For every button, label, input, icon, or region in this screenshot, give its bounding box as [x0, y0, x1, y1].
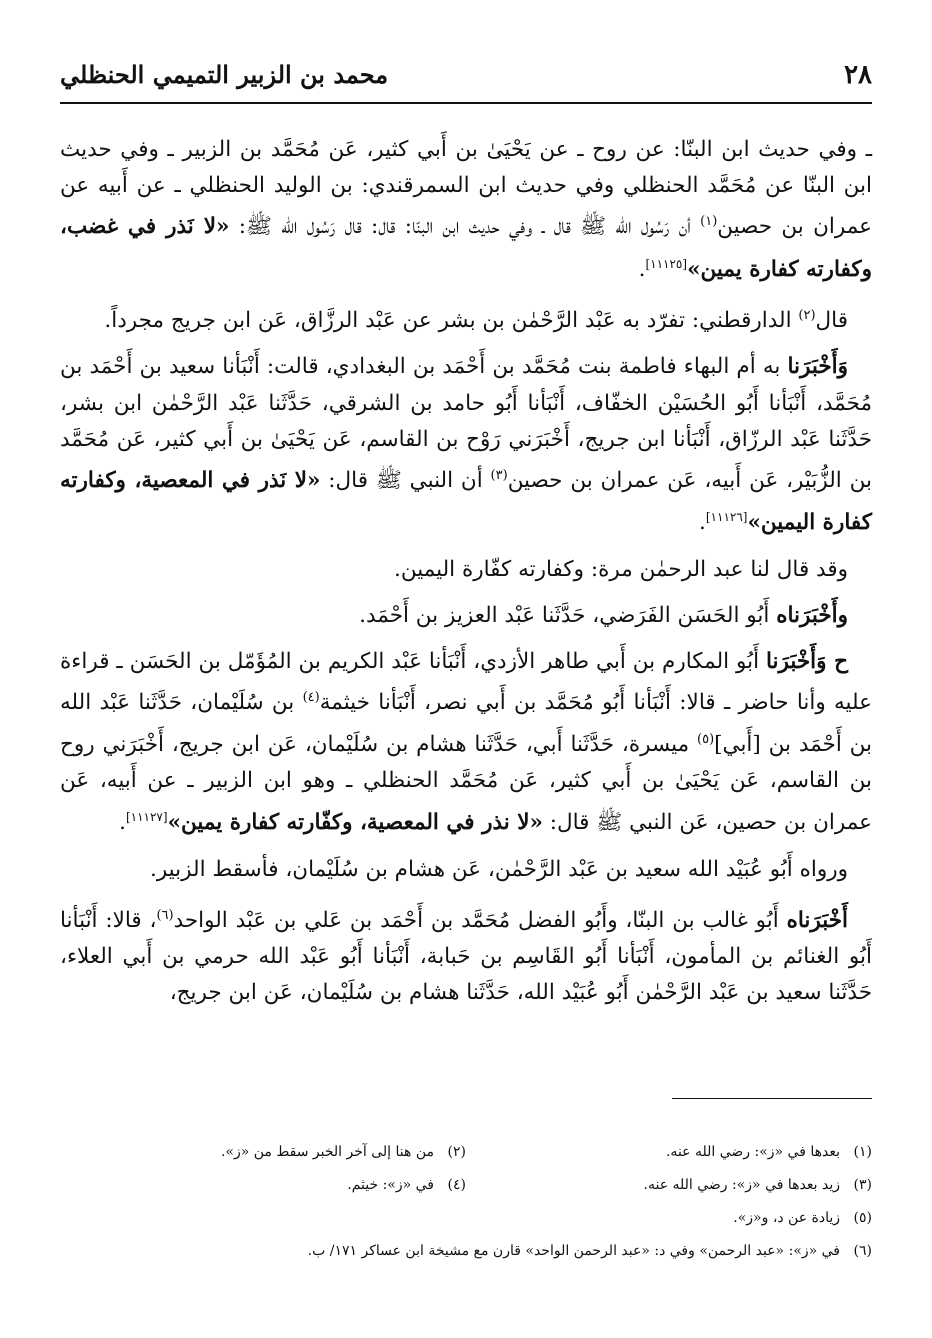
footnote-5 [60, 1202, 872, 1235]
paragraph-3-text-b: أن النبي ﷺ قال: [320, 468, 491, 494]
footnote-row [60, 1136, 872, 1169]
paragraph-1-text-a: ـ وفي حديث ابن البنّا: عن روح ـ عن يَحْيَىٰ بن أَبي كثير، عَن مُحَمَّد بن الزبير ـ وفي حديث ابن البنّا عن مُحَمَّد الحنظلي وفي حديث ابن السمرقندي: بن الوليد الحنظلي ـ عن أَبيه عن عمران بن حصين [60, 137, 872, 240]
paragraph-2-text-b: الدارقطني: تفرّد به عَبْد الرَّحْمٰن بن بشر عن عَبْد الرزَّاق، عَن ابن جريج مجرداً. [104, 308, 799, 334]
footnote-number: (٢) [447, 1144, 466, 1160]
running-title: محمد بن الزبير التميمي الحنظلي [60, 60, 389, 89]
footnote-row [60, 1169, 872, 1202]
footnote-number: (٣) [853, 1177, 872, 1193]
paragraph-1 [60, 132, 872, 288]
paragraph-6-text-a: أَبُو المكارم بن أَبي طاهر الأزدي، أَنْبَأنا عَبْد الكريم بن المُؤَمّل بن الحَسَن ـ قراءة عليه وأنا حاضر ـ قالا: أَنْبَأنا أَبُو مُحَمَّد بن أَبي نصر، أَنْبَأنا خيثمة [60, 649, 872, 716]
hadith-quote-1: «لا نَذر في غضب، وكفارته كفارة يمين» [60, 214, 872, 282]
paragraph-2 [60, 298, 872, 339]
paragraph-8-text-b: ، قالا: أَنْبَأنا أَبُو الغنائم بن المأمون، أَنْبَأنا أَبُو القَاسِم بن حَبابة، أَنْبَأنا أَبُو عَبْد الله حرمي بن أَبي العلاء، حَدَّثَنا سعيد بن عَبْد الرَّحْمٰن أَبُو عُبَيْد الله، حَدَّثَنا هشام بن سُلَيْمان، عَن ابن جريج، [60, 908, 872, 1006]
footnote-2 [60, 1136, 466, 1169]
footnote-4 [60, 1169, 466, 1202]
paragraph-3-end: . [699, 510, 706, 536]
footnote-number: (١) [853, 1144, 872, 1160]
paragraph-5 [60, 598, 872, 634]
paragraph-6 [60, 644, 872, 841]
paragraph-6-lead: ح وَأَخْبَرَنا [766, 649, 848, 675]
footnote-marker-3: (٣) [490, 468, 508, 484]
footnote-text: بعدها في «ز»: رضي الله عنه. [665, 1144, 840, 1160]
paragraph-2-text-a: قال [815, 308, 848, 334]
paragraph-3-text-a: به أم البهاء فاطمة بنت مُحَمَّد بن أَحْمَد بن البغدادي، قالت: أَنْبَأنا سعيد بن أَحْمَد بن مُحَمَّد، أَنْبَأنا أَبُو الحُسَيْن الخفّاف، أَنْبَأنا أَبُو حامد بن الشرقي، حَدَّثَنا عَبْد الرَّحْمٰن ابن بشر، حَدَّثَنا عَبْد الرزّاق، أَنْبَأنا ابن جريج، أَخْبَرَني رَوْح بن القاسم، عَن يَحْيَىٰ بن أَبي كثير، عَن مُحَمَّد بن الزُّبَيْر، عَن أَبيه، عَن عمران بن حصين [60, 354, 872, 494]
paragraph-8 [60, 898, 872, 1012]
paragraph-5-text: أَبُو الحَسَن الفَرَضي، حَدَّثَنا عَبْد العزيز بن أَحْمَد. [359, 603, 777, 629]
footnote-marker-2: (٢) [798, 308, 816, 324]
page-header [60, 52, 872, 102]
paragraph-1-text-b: أن رَسُول الله ﷺ قال ـ وفي حديث ابن البنّا: قال: قال رَسُول الله ﷺ: [229, 214, 701, 240]
page-number: ٢٨ [844, 60, 872, 90]
paragraph-5-lead: وأَخْبَرَناه [776, 603, 848, 629]
paragraph-1-end: . [638, 256, 646, 282]
paragraph-8-lead: أَخْبَرَناه [786, 908, 848, 934]
paragraph-6-text-c: ميسرة، حَدَّثَنا أَبي، حَدَّثَنا هشام بن سُلَيْمان، عَن ابن جريج، أَخْبَرَني روح بن القاسم، عَن يَحْيَىٰ بن أَبي كثير، عَن مُحَمَّد الحنظلي ـ وهو ابن الزبير ـ عن أَبيه، عَن عمران بن حصين، عَن النبي ﷺ قال: [60, 731, 872, 836]
paragraph-3-lead: وَأَخْبَرَنا [787, 354, 848, 380]
footnote-text: زيد بعدها في «ز»: رضي الله عنه. [643, 1177, 840, 1193]
paragraph-7: ورواه أَبُو عُبَيْد الله سعيد بن عَبْد الرَّحْمٰن، عَن هشام بن سُلَيْمان، فأسقط الزبير. [149, 856, 848, 882]
footnote-3 [466, 1169, 872, 1202]
footnote-number: (٤) [447, 1177, 466, 1193]
footnote-text: من هنا إلى آخر الخبر سقط من «ز». [220, 1144, 434, 1160]
paragraph-6-text-b: بن سُلَيْمان، حَدَّثَنا عَبْد الله بن أَحْمَد بن [أَبي] [60, 690, 872, 757]
footnote-marker-1: (١) [700, 214, 718, 230]
paragraph-6-end: . [119, 810, 126, 836]
footnote-marker-5: (٥) [697, 731, 715, 747]
footnote-text: زيادة عن د، و«ز». [733, 1210, 840, 1226]
header-rule [60, 102, 872, 104]
footnote-text: في «ز»: «عبد الرحمن» وفي د: «عبد الرحمن الواحد» قارن مع مشيخة ابن عساكر ١٧١/ ب. [307, 1243, 840, 1259]
hadith-quote-3: «لا نذر في المعصية، وكفّارته كفارة يمين» [167, 810, 543, 836]
footnote-marker-6: (٦) [156, 907, 174, 923]
paragraph-4: وقد قال لنا عبد الرحمٰن مرة: وكفارته كفّارة اليمين. [394, 556, 848, 582]
main-text [60, 132, 872, 1022]
hadith-number-11125: [١١١٢٥] [645, 256, 688, 271]
footnote-number: (٦) [853, 1243, 872, 1259]
footnote-text: في «ز»: خيثم. [347, 1177, 434, 1193]
footnote-rule [672, 1098, 872, 1099]
footnote-1 [466, 1136, 872, 1169]
footnote-number: (٥) [853, 1210, 872, 1226]
hadith-number-11127: [١١١٢٧] [125, 810, 168, 825]
footnotes [60, 1136, 872, 1268]
paragraph-8-text-a: أَبُو غالب بن البنّا، وأَبُو الفضل مُحَمَّد بن أَحْمَد بن عَلي بن عَبْد الواحد [173, 908, 787, 934]
hadith-quote-2: «لا نَذر في المعصية، وكفارته كفارة اليمين» [60, 468, 872, 536]
footnote-marker-4: (٤) [302, 690, 320, 706]
paragraph-3 [60, 349, 872, 541]
footnote-6 [60, 1235, 872, 1268]
hadith-number-11126: [١١١٢٦] [705, 510, 748, 525]
